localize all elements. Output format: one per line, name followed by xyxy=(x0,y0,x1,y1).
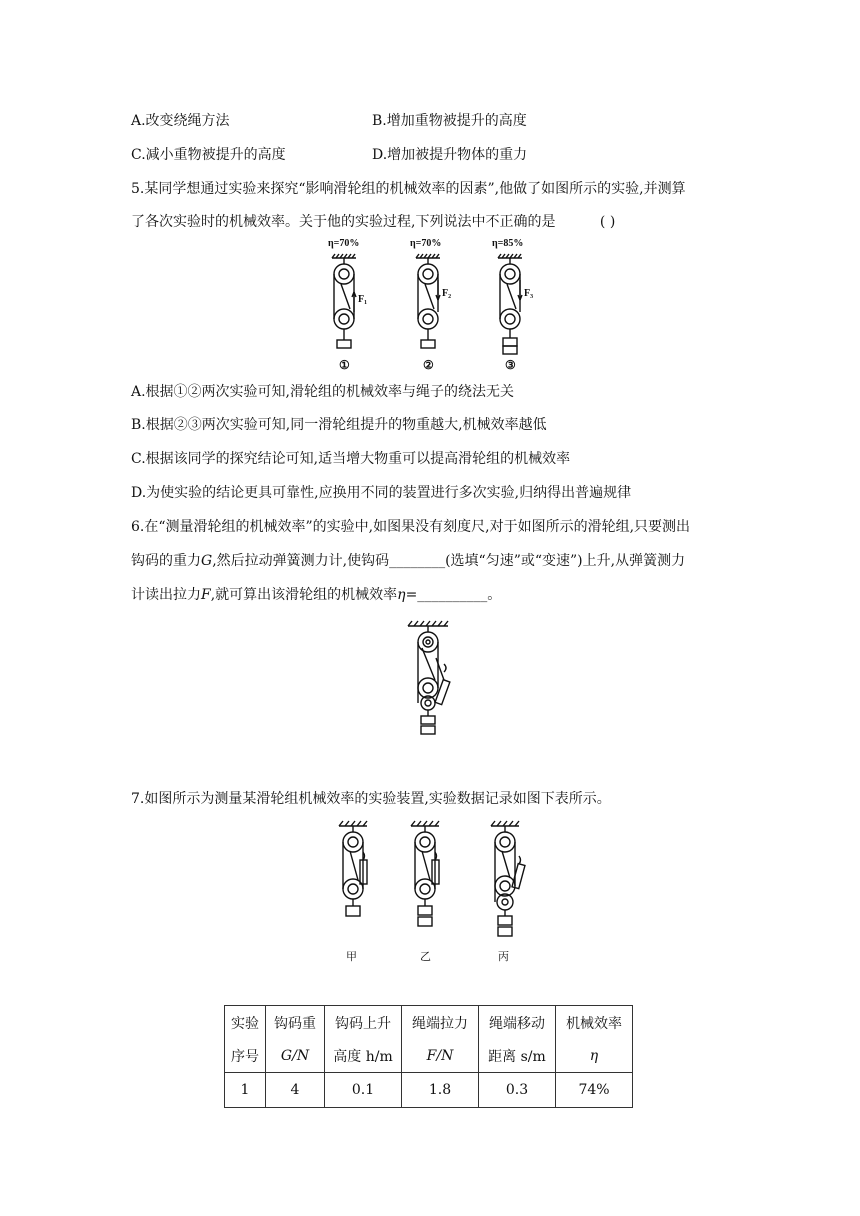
q5-option-b: B.根据②③两次实验可知,同一滑轮组提升的物重越大,机械效率越低 xyxy=(131,417,547,433)
header-cell: η xyxy=(556,1039,633,1073)
eta-label-2: η=70% xyxy=(410,238,442,249)
figure-label-yi: 乙 xyxy=(420,950,431,963)
header-cell: 高度 h/m xyxy=(325,1039,402,1073)
figure-label-3: ③ xyxy=(505,358,516,372)
q5-option-d: D.为使实验的结论更具可靠性,应换用不同的装置进行多次实验,归纳得出普遍规律 xyxy=(131,485,632,501)
table-cell: 0.3 xyxy=(479,1073,556,1108)
q4-option-d: D.增加被提升物体的重力 xyxy=(372,147,528,163)
q5-option-a: A.根据①②两次实验可知,滑轮组的机械效率与绳子的绕法无关 xyxy=(131,384,515,400)
eta-label-3: η=85% xyxy=(492,238,524,249)
q4-option-a: A.改变绕绳方法 xyxy=(131,113,230,129)
figure-label-bing: 丙 xyxy=(498,950,509,963)
q5-option-c: C.根据该同学的探究结论可知,适当增大物重可以提高滑轮组的机械效率 xyxy=(131,451,571,467)
table-cell: 4 xyxy=(266,1073,325,1108)
figure-label-2: ② xyxy=(423,358,434,372)
eta-label-1: η=70% xyxy=(328,238,360,249)
q6-line1: 6.在“测量滑轮组的机械效率”的实验中,如图果没有刻度尺,对于如图所示的滑轮组,只要测出 xyxy=(131,519,691,535)
force-label-3: F₃ xyxy=(524,288,534,299)
q4-option-c: C.减小重物被提升的高度 xyxy=(131,147,286,163)
q4-option-b: B.增加重物被提升的高度 xyxy=(372,113,527,129)
header-cell: 实验 xyxy=(225,1006,266,1040)
header-cell: 钩码重 xyxy=(266,1006,325,1040)
q7-stem: 7.如图所示为测量某滑轮组机械效率的实验装置,实验数据记录如图下表所示。 xyxy=(131,791,611,807)
q7-data-table xyxy=(224,1005,633,1108)
header-cell: 绳端移动 xyxy=(479,1006,556,1040)
force-label-1: F₁ xyxy=(358,294,368,305)
q6-line3: 计读出拉力F,就可算出该滑轮组的机械效率η=__________。 xyxy=(131,587,502,603)
q5-stem-line1: 5.某同学想通过实验来探究“影响滑轮组的机械效率的因素”,他做了如图所示的实验,并测算 xyxy=(131,181,686,197)
figure-label-1: ① xyxy=(339,358,350,372)
q5-stem-line2: 了各次实验时的机械效率。关于他的实验过程,下列说法中不正确的是 ( ) xyxy=(131,214,616,230)
header-cell: 序号 xyxy=(225,1039,266,1073)
header-cell: 绳端拉力 xyxy=(402,1006,479,1040)
header-cell: 机械效率 xyxy=(556,1006,633,1040)
table-cell: 1.8 xyxy=(402,1073,479,1108)
table-row xyxy=(225,1073,633,1108)
q6-line2: 钩码的重力G,然后拉动弹簧测力计,使钩码________(选填“匀速”或“变速”)上升,从弹簧测力 xyxy=(131,553,686,569)
header-cell: F/N xyxy=(402,1039,479,1073)
table-header-row-2 xyxy=(225,1039,633,1073)
figure-label-jia: 甲 xyxy=(346,950,357,963)
q7-apparatus-figure xyxy=(326,818,536,968)
table-cell: 1 xyxy=(225,1073,266,1108)
table-cell: 0.1 xyxy=(325,1073,402,1108)
header-cell: G/N xyxy=(266,1039,325,1073)
header-cell: 钩码上升 xyxy=(325,1006,402,1040)
q6-pulley-figure xyxy=(400,618,460,742)
q5-pulley-figure xyxy=(310,236,550,376)
table-cell: 74% xyxy=(556,1073,633,1108)
header-cell: 距离 s/m xyxy=(479,1039,556,1073)
table-header-row-1 xyxy=(225,1006,633,1040)
answer-bracket: ( ) xyxy=(599,214,616,230)
force-label-2: F₂ xyxy=(442,288,452,299)
